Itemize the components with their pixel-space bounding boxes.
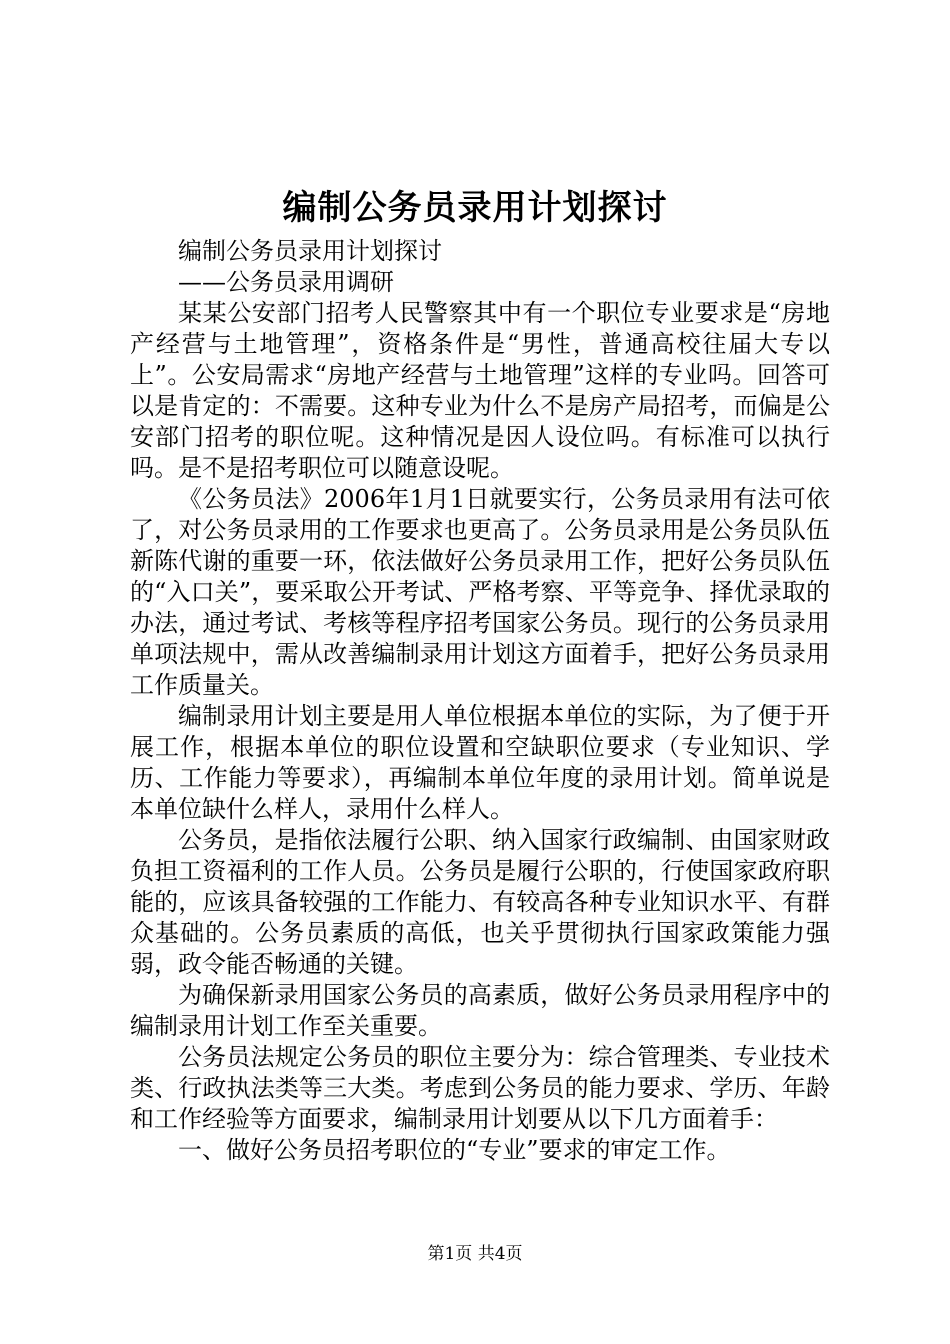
paragraph: 《公务员法》2006年1月1日就要实行，公务员录用有法可依了，对公务员录用的工作要求也更高了。公务员录用是公务员队伍新陈代谢的重要一环，依法做好公务员录用工作，把好公务员队伍的“入口关”，要采取公开考试、严格考察、平等竞争、择优录取的办法，通过考试、考核等程序招考国家公务员。现行的公务员录用单项法规中，需从改善编制录用计划这方面着手，把好公务员录用工作质量关。 xyxy=(130,485,830,699)
page-number-footer: 第1页 共4页 xyxy=(427,1244,523,1264)
paragraph: 编制公务员录用计划探讨 xyxy=(178,237,442,265)
paragraph: 公务员法规定公务员的职位主要分为：综合管理类、专业技术类、行政执法类等三大类。考虑到公务员的能力要求、学历、年龄和工作经验等方面要求，编制录用计划要从以下几方面着手： xyxy=(130,1043,830,1133)
paragraph: 为确保新录用国家公务员的高素质，做好公务员录用程序中的编制录用计划工作至关重要。 xyxy=(130,981,830,1040)
paragraph: 编制录用计划主要是用人单位根据本单位的实际，为了便于开展工作，根据本单位的职位设置和空缺职位要求（专业知识、学历、工作能力等要求），再编制本单位年度的录用计划。简单说是本单位缺什么样人，录用什么样人。 xyxy=(130,702,830,823)
paragraph: ——公务员录用调研 xyxy=(178,268,394,296)
paragraph: 一、做好公务员招考职位的“专业”要求的审定工作。 xyxy=(178,1136,731,1164)
document-body xyxy=(130,236,830,1166)
paragraph: 公务员，是指依法履行公职、纳入国家行政编制、由国家财政负担工资福利的工作人员。公务员是履行公职的，行使国家政府职能的，应该具备较强的工作能力、有较高各种专业知识水平、有群众基础的。公务员素质的高低，也关乎贯彻执行国家政策能力强弱，政令能否畅通的关键。 xyxy=(130,826,830,978)
paragraph: 某某公安部门招考人民警察其中有一个职位专业要求是“房地产经营与土地管理”，资格条件是“男性，普通高校往届大专以上”。公安局需求“房地产经营与土地管理”这样的专业吗。回答可以是肯定的：不需要。这种专业为什么不是房产局招考，而偏是公安部门招考的职位呢。这种情况是因人设位吗。有标准可以执行吗。是不是招考职位可以随意设呢。 xyxy=(130,299,830,482)
document-title: 编制公务员录用计划探讨 xyxy=(282,188,668,228)
